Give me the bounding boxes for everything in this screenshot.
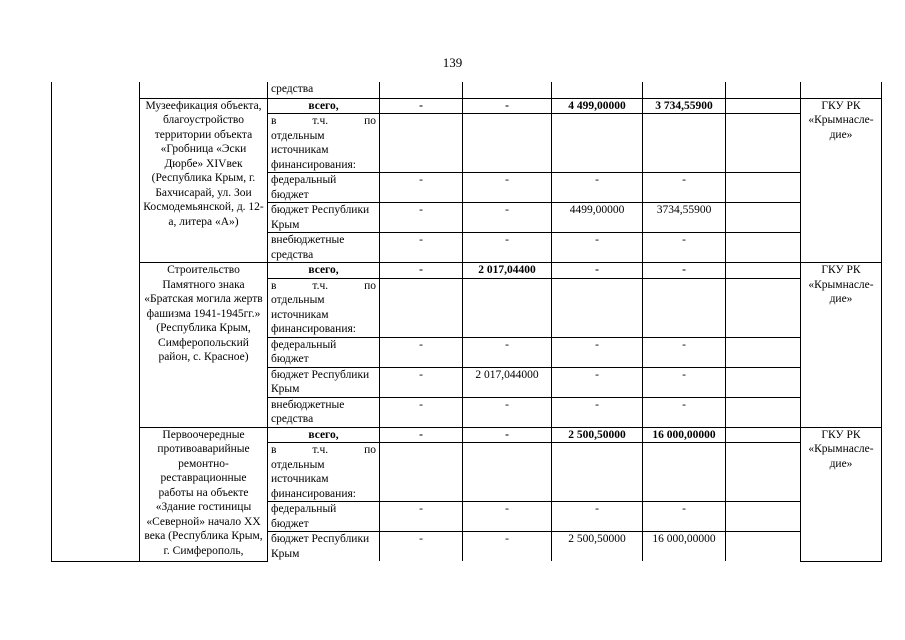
table-row — [52, 427, 882, 443]
source-text: отдельным источникам финансирования: — [271, 129, 356, 171]
source-word: по — [364, 444, 376, 456]
amount-cell — [643, 114, 726, 173]
funding-source-cell — [268, 278, 380, 337]
amount-cell — [552, 443, 643, 502]
amount-cell: 4 499,00000 — [552, 98, 643, 114]
amount-cell: - — [463, 337, 552, 367]
amount-cell: - — [380, 532, 463, 562]
source-word: т.ч. — [312, 444, 329, 456]
object-name-cell: Первоочередные противоаварийные ремонтно-реставрационные работы на объекте «Здание гостиницы «Северной» начало XX века (Республика Крым, г. Симферополь, — [140, 427, 268, 561]
amount-cell — [643, 443, 726, 502]
amount-cell: 2 500,50000 — [552, 427, 643, 443]
amount-cell: - — [463, 98, 552, 114]
amount-cell: - — [643, 263, 726, 279]
amount-cell: - — [552, 263, 643, 279]
source-word: т.ч. — [312, 115, 329, 127]
amount-cell: - — [552, 337, 643, 367]
amount-cell: - — [552, 173, 643, 203]
amount-cell: 3734,55900 — [643, 203, 726, 233]
amount-cell — [380, 278, 463, 337]
amount-cell: - — [380, 427, 463, 443]
amount-cell: 3 734,55900 — [643, 98, 726, 114]
funding-source-cell: бюджет Республики Крым — [268, 532, 380, 562]
table-row — [52, 263, 882, 279]
source-text: отдельным источникам финансирования: — [271, 294, 356, 335]
amount-cell: - — [380, 203, 463, 233]
amount-cell: - — [463, 502, 552, 532]
funding-source-cell: внебюджетные средства — [268, 397, 380, 427]
amount-cell — [380, 114, 463, 173]
funding-source-cell — [268, 114, 380, 173]
table-row — [52, 98, 882, 114]
funding-source-cell: бюджет Республики Крым — [268, 367, 380, 397]
object-name-cell: Музеефикация объекта, благоустройство территории объекта «Гробница «Эски Дюрбе» XIVвек (Республика Крым, г. Бахчисарай, ул. Зои Космодемьянской, д. 12-а, литера «А») — [140, 98, 268, 263]
source-word: в — [271, 444, 277, 456]
budget-table — [51, 82, 882, 562]
amount-cell: - — [463, 233, 552, 263]
amount-cell: - — [643, 337, 726, 367]
amount-cell: - — [380, 502, 463, 532]
object-name-cell: Строительство Памятного знака «Братская могила жертв фашизма 1941-1945гг.» (Республика Крым, Симферопольский район, с. Красное) — [140, 263, 268, 428]
amount-cell: - — [380, 98, 463, 114]
executor-cell: ГКУ РК «Крымнасле-дие» — [801, 98, 882, 263]
source-word: т.ч. — [312, 279, 329, 292]
amount-cell — [552, 278, 643, 337]
amount-cell: 2 500,50000 — [552, 532, 643, 562]
source-word: в — [271, 115, 277, 127]
amount-cell: - — [552, 397, 643, 427]
executor-cell: ГКУ РК «Крымнасле-дие» — [801, 263, 882, 428]
funding-source-cell: всего, — [268, 98, 380, 114]
funding-source-cell: всего, — [268, 427, 380, 443]
budget-table-body — [52, 82, 882, 561]
amount-cell: 4499,00000 — [552, 203, 643, 233]
amount-cell: 16 000,00000 — [643, 532, 726, 562]
amount-cell — [463, 278, 552, 337]
amount-cell — [380, 443, 463, 502]
amount-cell: - — [380, 397, 463, 427]
funding-source-cell: всего, — [268, 263, 380, 279]
amount-cell: - — [463, 203, 552, 233]
number-column-cell — [52, 82, 140, 561]
amount-cell: - — [380, 173, 463, 203]
source-word: в — [271, 279, 277, 292]
funding-source-cell: федеральный бюджет — [268, 173, 380, 203]
page-number: 139 — [442, 55, 463, 70]
amount-cell: - — [463, 427, 552, 443]
amount-cell — [463, 114, 552, 173]
amount-cell: - — [643, 173, 726, 203]
funding-source-cell: федеральный бюджет — [268, 502, 380, 532]
amount-cell: - — [643, 397, 726, 427]
amount-cell: - — [380, 263, 463, 279]
amount-cell: - — [643, 233, 726, 263]
source-text: отдельным источникам финансирования: — [271, 458, 356, 500]
amount-cell: - — [643, 367, 726, 397]
amount-cell: - — [463, 532, 552, 562]
source-word: по — [364, 115, 376, 127]
amount-cell: 2 017,044000 — [463, 367, 552, 397]
amount-cell: - — [552, 233, 643, 263]
amount-cell: - — [380, 233, 463, 263]
source-cell: средства — [268, 82, 380, 98]
amount-cell: - — [463, 397, 552, 427]
executor-cell — [801, 82, 882, 98]
amount-cell: - — [380, 367, 463, 397]
amount-cell — [552, 114, 643, 173]
amount-cell — [643, 278, 726, 337]
amount-cell — [463, 443, 552, 502]
amount-cell: - — [552, 502, 643, 532]
funding-source-cell: внебюджетные средства — [268, 233, 380, 263]
amount-cell: - — [643, 502, 726, 532]
amount-cell: - — [552, 367, 643, 397]
amount-cell: - — [380, 337, 463, 367]
amount-cell: 2 017,04400 — [463, 263, 552, 279]
source-word: по — [364, 279, 376, 292]
executor-cell: ГКУ РК «Крымнасле-дие» — [801, 427, 882, 561]
amount-cell: - — [463, 173, 552, 203]
funding-source-cell: федеральный бюджет — [268, 337, 380, 367]
table-row — [52, 82, 882, 98]
amount-cell: 16 000,00000 — [643, 427, 726, 443]
funding-source-cell — [268, 443, 380, 502]
funding-source-cell: бюджет Республики Крым — [268, 203, 380, 233]
object-cell — [140, 82, 268, 98]
